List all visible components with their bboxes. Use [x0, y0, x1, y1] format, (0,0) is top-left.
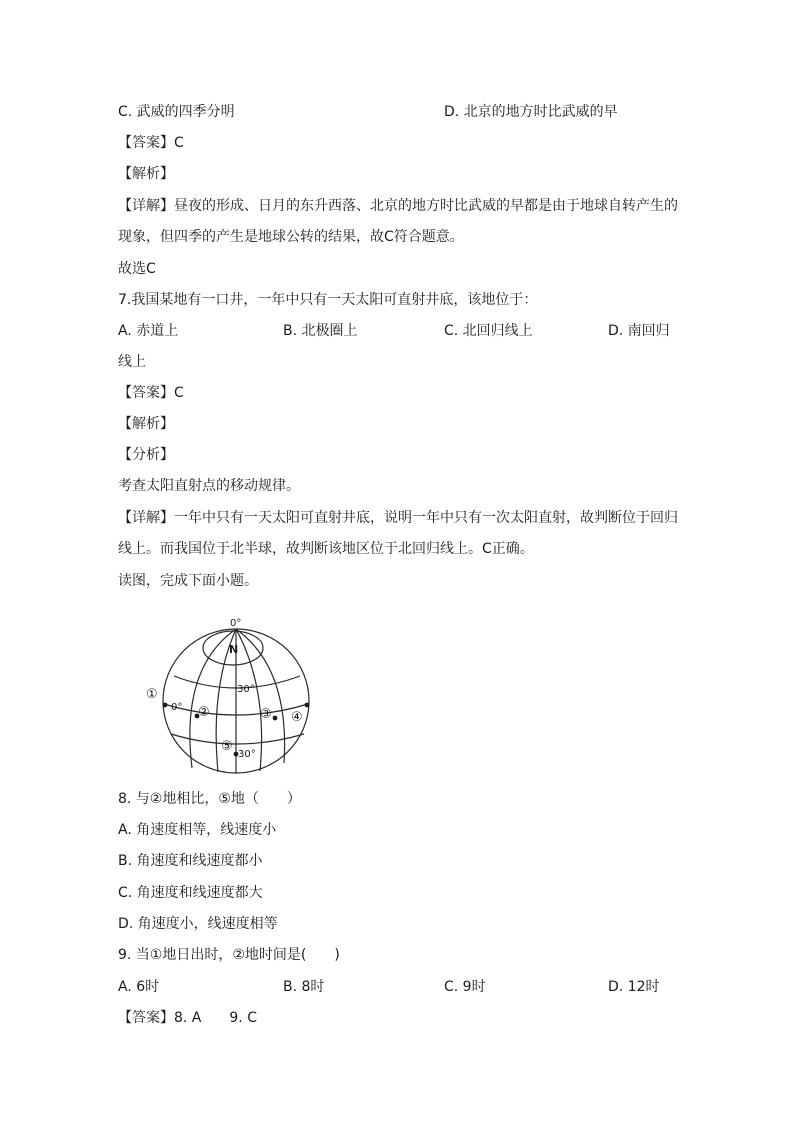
q9-option-a: A. 6时 — [118, 979, 160, 995]
q7-detail-line2: 线上。而我国位于北半球，故判断该地区位于北回归线上。C正确。 — [118, 541, 534, 557]
label-top-meridian: 0° — [230, 618, 242, 629]
q7-option-c: C. 北回归线上 — [444, 323, 533, 339]
q6-option-d: D. 北京的地方时比武威的早 — [444, 104, 618, 120]
q7-option-a: A. 赤道上 — [118, 323, 179, 339]
q9-option-b: B. 8时 — [283, 979, 325, 995]
label-equator: 0° — [171, 702, 183, 713]
answers-8-9: 【答案】8. A 9. C — [118, 1010, 257, 1026]
q7-option-d: D. 南回归 — [608, 323, 670, 339]
q7-detail-line1: 【详解】一年中只有一天太阳可直射井底，说明一年中只有一次太阳直射，故判断位于回归 — [118, 510, 678, 526]
marker-2: ② — [198, 705, 210, 720]
q6-option-c: C. 武威的四季分明 — [118, 104, 235, 120]
q7-analysis-sub: 【分析】 — [118, 447, 174, 463]
q9-option-c: C. 9时 — [444, 979, 486, 995]
q7-option-b: B. 北极圈上 — [283, 323, 358, 339]
q8-stem: 8. 与②地相比，⑤地（ ） — [118, 791, 301, 807]
q8-option-a: A. 角速度相等，线速度小 — [118, 822, 277, 838]
globe-figure — [140, 608, 330, 780]
q6-detail-line1: 【详解】昼夜的形成、日月的东升西落、北京的地方时比武威的早都是由于地球自转产生的 — [118, 198, 678, 214]
q6-conclusion: 故选C — [118, 261, 156, 277]
q8-option-b: B. 角速度和线速度都小 — [118, 853, 263, 869]
q7-stem: 7.我国某地有一口井，一年中只有一天太阳可直射井底，该地位于： — [118, 292, 538, 308]
q9-stem: 9. 当①地日出时，②地时间是( ) — [118, 947, 340, 963]
q7-answer: 【答案】C — [118, 385, 184, 401]
point-4-dot — [305, 703, 310, 708]
marker-1: ① — [146, 687, 158, 702]
q6-answer: 【答案】C — [118, 135, 184, 151]
label-lat-north: 30° — [237, 684, 255, 695]
marker-3: ③ — [260, 707, 272, 722]
point-3-dot — [273, 716, 278, 721]
marker-5: ⑤ — [221, 739, 233, 754]
point-1-dot — [163, 703, 168, 708]
q7-analysis-text: 考查太阳直射点的移动规律。 — [118, 478, 300, 494]
q8-option-c: C. 角速度和线速度都大 — [118, 885, 263, 901]
marker-4: ④ — [291, 710, 303, 725]
label-lat-south: 30° — [238, 749, 256, 760]
label-pole: N — [229, 643, 239, 656]
q7-option-d-wrap: 线上 — [118, 354, 146, 370]
q6-analysis-heading: 【解析】 — [118, 166, 174, 182]
q9-option-d: D. 12时 — [608, 979, 660, 995]
q6-detail-line2: 现象，但四季的产生是地球公转的结果，故C符合题意。 — [118, 229, 464, 245]
q8-option-d: D. 角速度小，线速度相等 — [118, 916, 278, 932]
q7-analysis-heading: 【解析】 — [118, 416, 174, 432]
figure-intro: 读图，完成下面小题。 — [118, 573, 258, 589]
